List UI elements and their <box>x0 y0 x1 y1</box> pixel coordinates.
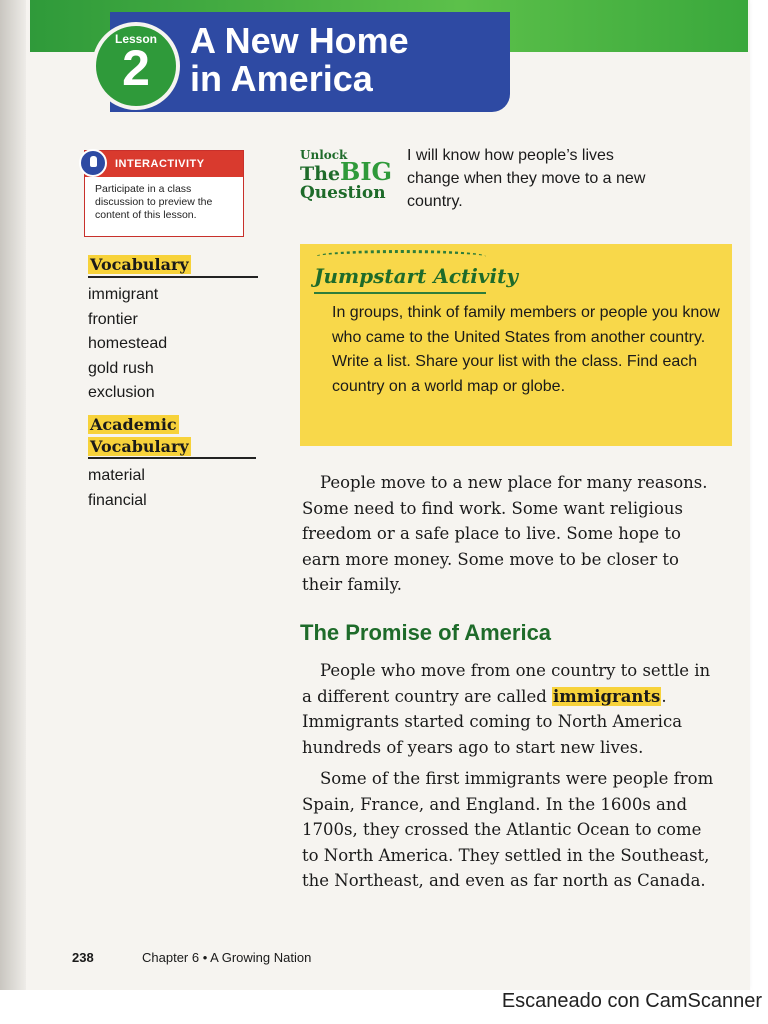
academic-vocabulary-rule <box>88 457 256 459</box>
interactivity-heading: INTERACTIVITY <box>85 151 243 177</box>
vocab-word: homestead <box>88 335 168 352</box>
vocab-word: gold rush <box>88 359 154 377</box>
vocab-term-immigrants: immigrants <box>553 686 661 706</box>
section-paragraph-1: People who move from one country to settle in a different country are called immigrants. Immigrants started coming to North America hundreds of years ago to start new lives. <box>302 661 711 757</box>
vocabulary-heading: Vocabulary <box>90 255 189 274</box>
vocabulary-rule <box>88 276 258 278</box>
vocab-word: exclusion <box>88 384 155 401</box>
vocabulary-list <box>88 283 167 406</box>
vocab-word: immigrant <box>88 286 159 303</box>
academic-vocabulary-heading: Academic Vocabulary <box>90 415 189 456</box>
lesson-title <box>190 22 500 98</box>
section-heading: The Promise of America <box>300 620 552 645</box>
section-body <box>302 658 722 894</box>
page-number: 238 <box>72 950 94 965</box>
hand-pointer-icon <box>79 149 107 177</box>
vocab-word: financial <box>88 491 147 509</box>
intro-paragraph: People move to a new place for many reasons. Some need to find work. Some want religious freedom or a safe place to live. Some hope to earn more money. Some move to be closer to their family. <box>302 473 708 594</box>
big-question-text: I will know how people’s lives change when they move to a new country. <box>407 147 646 210</box>
scanner-watermark: Escaneado con CamScanner <box>501 990 762 1012</box>
lesson-title-line2: in America <box>190 58 373 99</box>
chapter-footer: Chapter 6 • A Growing Nation <box>142 950 312 965</box>
lesson-number: 2 <box>122 40 150 96</box>
academic-vocabulary-list <box>88 464 147 513</box>
lesson-title-line1: A New Home <box>190 20 409 61</box>
page-edge <box>0 0 26 990</box>
jumpstart-underline <box>314 292 486 294</box>
jumpstart-title: Jumpstart Activity <box>314 264 518 288</box>
jumpstart-text: In groups, think of family members or people you know who came to the United States from another country. Write a list. Share your list with the class. Find each country on a world map or globe. <box>332 304 720 395</box>
vocab-word: frontier <box>88 310 138 328</box>
interactivity-box[interactable] <box>84 150 244 237</box>
vocab-word: material <box>88 467 145 484</box>
lesson-label: Lesson <box>114 32 157 46</box>
dotted-arc <box>316 250 486 263</box>
jumpstart-activity-box <box>300 244 732 446</box>
interactivity-text: Participate in a class discussion to preview the content of this lesson. <box>95 183 213 221</box>
big-question-logo: Unlock TheBIG Question <box>300 148 393 203</box>
lesson-badge <box>92 22 180 110</box>
section-paragraph-2: Some of the first immigrants were people from Spain, France, and England. In the 1600s and 1700s, they crossed the Atlantic Ocean to come to North America. They settled in the Southeast, the Northeast, and even as far north as Canada. <box>302 769 714 890</box>
